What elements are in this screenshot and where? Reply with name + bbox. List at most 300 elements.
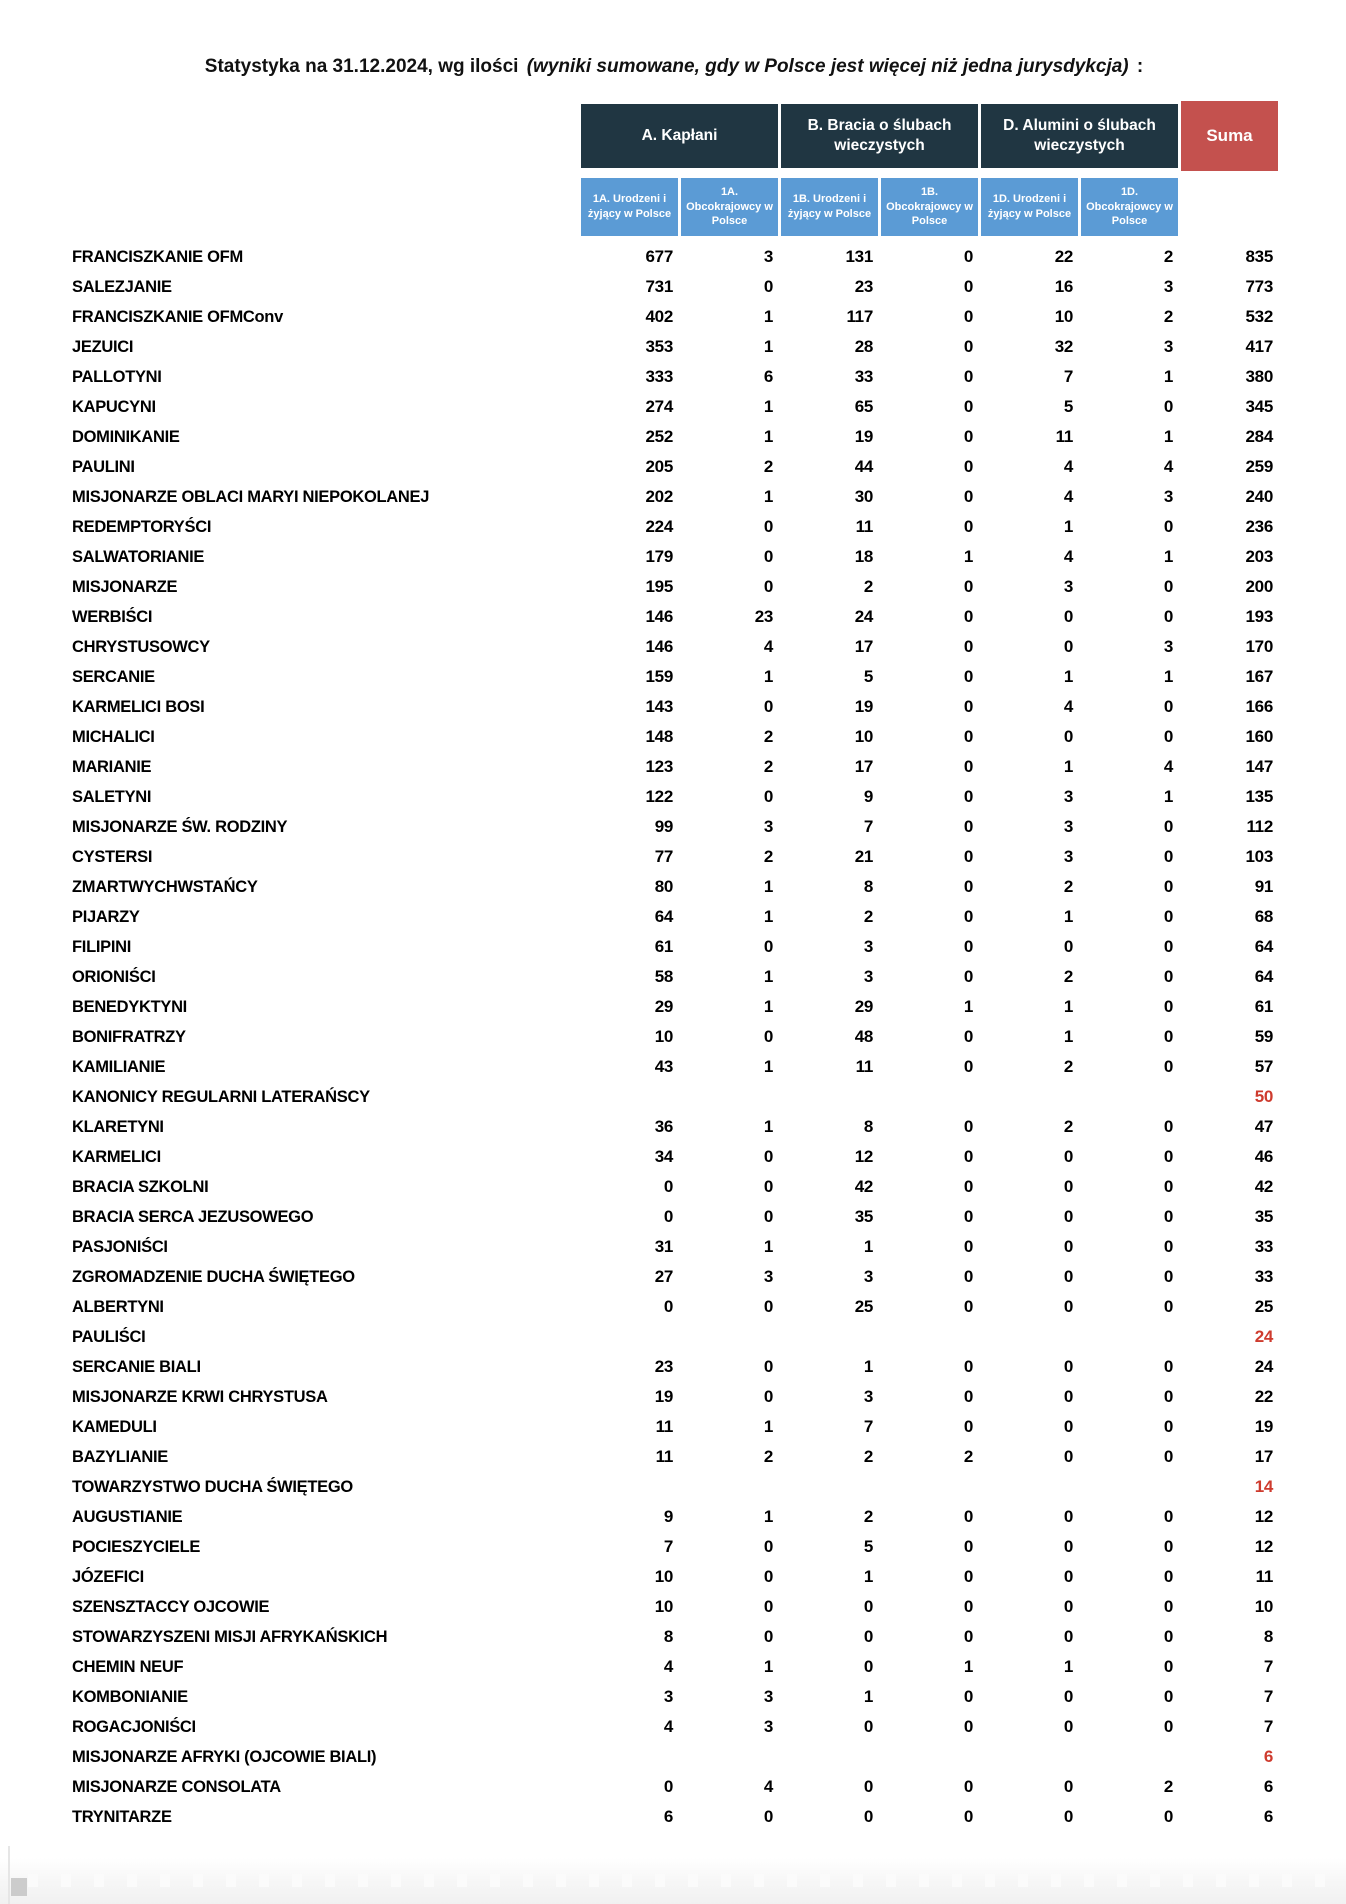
table-row [70, 1532, 1278, 1562]
value-cell: 0 [963, 877, 973, 896]
value-cell: 274 [645, 397, 673, 416]
value-cell: 18 [854, 547, 873, 566]
table-row [70, 1502, 1278, 1532]
order-name: BENEDYKTYNI [72, 997, 187, 1016]
value-cell: 10 [654, 1027, 673, 1046]
value-cell: 0 [1063, 1567, 1073, 1586]
value-cell: 1 [763, 907, 773, 926]
order-name: TRYNITARZE [72, 1807, 172, 1826]
order-name: DOMINIKANIE [72, 427, 180, 446]
value-cell: 2 [863, 907, 873, 926]
table-row [70, 1352, 1278, 1382]
suma-cell: 773 [1245, 277, 1273, 296]
value-cell: 7 [863, 817, 873, 836]
value-cell: 3 [863, 967, 873, 986]
value-cell: 4 [1063, 697, 1073, 716]
suma-cell: 33 [1254, 1237, 1273, 1256]
order-name: KANONICY REGULARNI LATERAŃSCY [72, 1087, 370, 1106]
suma-cell: 19 [1254, 1417, 1273, 1436]
value-cell: 44 [854, 457, 873, 476]
value-cell: 61 [654, 937, 673, 956]
value-cell: 58 [654, 967, 673, 986]
table-row [70, 1202, 1278, 1232]
value-cell: 43 [654, 1057, 673, 1076]
table-row [70, 1292, 1278, 1322]
order-name: BONIFRATRZY [72, 1027, 186, 1046]
value-cell: 16 [1054, 277, 1073, 296]
value-cell: 0 [1163, 1567, 1173, 1586]
value-cell: 3 [1163, 337, 1173, 356]
table-row [70, 1022, 1278, 1052]
order-name: KAMEDULI [72, 1417, 157, 1436]
value-cell: 0 [1163, 967, 1173, 986]
suma-cell: 25 [1254, 1297, 1273, 1316]
value-cell: 0 [763, 517, 773, 536]
suma-cell: 203 [1245, 547, 1273, 566]
order-name: FILIPINI [72, 937, 132, 956]
value-cell: 0 [1163, 1717, 1173, 1736]
value-cell: 0 [963, 1237, 973, 1256]
value-cell: 2 [763, 757, 773, 776]
value-cell: 64 [654, 907, 673, 926]
value-cell: 10 [1054, 307, 1073, 326]
value-cell: 1 [1163, 667, 1173, 686]
value-cell: 1 [763, 1507, 773, 1526]
table-row [70, 1382, 1278, 1412]
value-cell: 0 [863, 1777, 873, 1796]
value-cell: 0 [663, 1297, 673, 1316]
value-cell: 0 [1163, 1027, 1173, 1046]
value-cell: 2 [763, 727, 773, 746]
value-cell: 205 [645, 457, 673, 476]
value-cell: 8 [863, 877, 873, 896]
value-cell: 0 [1163, 1537, 1173, 1556]
order-name: KARMELICI [72, 1147, 161, 1166]
value-cell: 21 [854, 847, 873, 866]
value-cell: 0 [1163, 907, 1173, 926]
value-cell: 11 [855, 517, 873, 536]
value-cell: 1 [863, 1567, 873, 1586]
value-cell: 0 [963, 337, 973, 356]
table-row [70, 872, 1278, 902]
value-cell: 11 [655, 1447, 673, 1466]
suma-cell: 50 [1254, 1087, 1273, 1106]
value-cell: 65 [854, 397, 873, 416]
value-cell: 1 [863, 1357, 873, 1376]
value-cell: 0 [1063, 1777, 1073, 1796]
table-row [70, 1472, 1278, 1502]
suma-cell: 236 [1245, 517, 1273, 536]
value-cell: 0 [1163, 1597, 1173, 1616]
table-row [70, 662, 1278, 692]
value-cell: 7 [863, 1417, 873, 1436]
table-row [70, 1652, 1278, 1682]
value-cell: 0 [963, 967, 973, 986]
value-cell: 0 [963, 1567, 973, 1586]
value-cell: 1 [1163, 367, 1173, 386]
value-cell: 0 [1063, 637, 1073, 656]
suma-cell: 68 [1254, 907, 1273, 926]
value-cell: 0 [1163, 1687, 1173, 1706]
value-cell: 148 [645, 727, 673, 746]
ruler-ticks [28, 1874, 1346, 1887]
value-cell: 0 [663, 1207, 673, 1226]
value-cell: 1 [1063, 667, 1073, 686]
value-cell: 1 [763, 307, 773, 326]
value-cell: 7 [1063, 367, 1073, 386]
value-cell: 32 [1054, 337, 1073, 356]
value-cell: 0 [1163, 1057, 1173, 1076]
value-cell: 224 [645, 517, 673, 536]
value-cell: 3 [763, 1267, 773, 1286]
table-row [70, 1172, 1278, 1202]
suma-cell: 47 [1254, 1117, 1273, 1136]
value-cell: 6 [663, 1807, 673, 1826]
table-row [70, 992, 1278, 1022]
suma-cell: 103 [1245, 847, 1273, 866]
value-cell: 0 [963, 367, 973, 386]
value-cell: 0 [963, 1417, 973, 1436]
value-cell: 23 [654, 1357, 673, 1376]
value-cell: 4 [1163, 457, 1173, 476]
table-row [70, 1772, 1278, 1802]
table-row [70, 482, 1278, 512]
value-cell: 2 [1163, 307, 1173, 326]
value-cell: 10 [654, 1567, 673, 1586]
value-cell: 0 [763, 937, 773, 956]
order-name: KAMILIANIE [72, 1057, 166, 1076]
name-column-spacer [70, 104, 578, 174]
table-row [70, 1082, 1278, 1112]
suma-header: Suma [1181, 101, 1278, 171]
table-row [70, 932, 1278, 962]
order-name: BRACIA SZKOLNI [72, 1177, 209, 1196]
suma-cell: 22 [1254, 1387, 1273, 1406]
value-cell: 33 [854, 367, 873, 386]
value-cell: 2 [1163, 247, 1173, 266]
value-cell: 2 [763, 457, 773, 476]
suma-column-spacer [1181, 178, 1278, 236]
suma-cell: 417 [1245, 337, 1273, 356]
order-name: PASJONIŚCI [72, 1237, 168, 1256]
value-cell: 159 [645, 667, 673, 686]
group-header-alumni: D. Alumini o ślubach wieczystych [981, 104, 1178, 168]
order-name: REDEMPTORYŚCI [72, 517, 212, 536]
value-cell: 19 [654, 1387, 673, 1406]
title-note: (wyniki sumowane, gdy w Polsce jest więcej niż jedna jurysdykcja) [526, 56, 1129, 77]
value-cell: 1 [1163, 547, 1173, 566]
order-name: SALETYNI [72, 787, 152, 806]
value-cell: 1 [763, 337, 773, 356]
value-cell: 1 [763, 487, 773, 506]
value-cell: 0 [863, 1807, 873, 1826]
value-cell: 0 [863, 1657, 873, 1676]
value-cell: 0 [1063, 1687, 1073, 1706]
value-cell: 4 [1063, 487, 1073, 506]
value-cell: 0 [663, 1177, 673, 1196]
value-cell: 3 [1163, 487, 1173, 506]
value-cell: 1 [1063, 517, 1073, 536]
value-cell: 1 [1163, 427, 1173, 446]
group-header-bracia: B. Bracia o ślubach wieczystych [781, 104, 978, 168]
order-name: PAULINI [72, 457, 135, 476]
subheader-1b-obcokrajowcy: 1B. Obcokrajowcy w Polsce [881, 178, 978, 236]
value-cell: 202 [645, 487, 673, 506]
value-cell: 0 [963, 1537, 973, 1556]
value-cell: 0 [1163, 1147, 1173, 1166]
table-row [70, 1232, 1278, 1262]
value-cell: 0 [1063, 1207, 1073, 1226]
value-cell: 36 [654, 1117, 673, 1136]
subheader-1a-obcokrajowcy: 1A. Obcokrajowcy w Polsce [681, 178, 778, 236]
value-cell: 1 [763, 1237, 773, 1256]
order-name: KLARETYNI [72, 1117, 164, 1136]
value-cell: 3 [1163, 637, 1173, 656]
suma-cell: 532 [1245, 307, 1273, 326]
subheader-1b-urodzeni: 1B. Urodzeni i żyjący w Polsce [781, 178, 878, 236]
suma-cell: 380 [1245, 367, 1273, 386]
suma-cell: 14 [1254, 1477, 1273, 1496]
value-cell: 0 [1063, 1147, 1073, 1166]
value-cell: 0 [963, 787, 973, 806]
suma-cell: 835 [1245, 247, 1273, 266]
suma-cell: 6 [1263, 1777, 1273, 1796]
order-name: MISJONARZE CONSOLATA [72, 1777, 281, 1796]
order-name: SZENSZTACCY OJCOWIE [72, 1597, 270, 1616]
table-row [70, 1052, 1278, 1082]
order-name: MISJONARZE KRWI CHRYSTUSA [72, 1387, 328, 1406]
suma-cell: 10 [1254, 1597, 1273, 1616]
value-cell: 0 [763, 1147, 773, 1166]
suma-cell: 200 [1245, 577, 1273, 596]
value-cell: 2 [863, 1447, 873, 1466]
value-cell: 1 [763, 1417, 773, 1436]
suma-cell: 17 [1254, 1447, 1273, 1466]
value-cell: 1 [763, 1117, 773, 1136]
order-name: MISJONARZE OBLACI MARYI NIEPOKOLANEJ [72, 487, 430, 506]
value-cell: 0 [963, 1207, 973, 1226]
value-cell: 1 [863, 1687, 873, 1706]
value-cell: 22 [1054, 247, 1073, 266]
value-cell: 0 [1063, 937, 1073, 956]
value-cell: 0 [1063, 1297, 1073, 1316]
value-cell: 27 [654, 1267, 673, 1286]
table-row [70, 1562, 1278, 1592]
value-cell: 0 [963, 1117, 973, 1136]
table-row [70, 1802, 1278, 1832]
order-name: JEZUICI [72, 337, 134, 356]
value-cell: 0 [763, 1807, 773, 1826]
value-cell: 3 [1063, 577, 1073, 596]
value-cell: 1 [1063, 1657, 1073, 1676]
value-cell: 19 [854, 697, 873, 716]
table-row [70, 902, 1278, 932]
value-cell: 5 [863, 1537, 873, 1556]
value-cell: 0 [1063, 1717, 1073, 1736]
value-cell: 0 [963, 1027, 973, 1046]
value-cell: 0 [963, 1627, 973, 1646]
value-cell: 23 [754, 607, 773, 626]
suma-cell: 12 [1254, 1537, 1273, 1556]
suma-cell: 61 [1254, 997, 1273, 1016]
order-name: CYSTERSI [72, 847, 153, 866]
value-cell: 0 [963, 457, 973, 476]
value-cell: 1 [763, 1057, 773, 1076]
value-cell: 0 [963, 1717, 973, 1736]
value-cell: 0 [963, 1507, 973, 1526]
table-row [70, 1742, 1278, 1772]
value-cell: 9 [863, 787, 873, 806]
order-name: MISJONARZE AFRYKI (OJCOWIE BIALI) [72, 1747, 377, 1766]
value-cell: 0 [1163, 577, 1173, 596]
table-row [70, 782, 1278, 812]
order-name: ALBERTYNI [72, 1297, 164, 1316]
value-cell: 0 [963, 727, 973, 746]
suma-cell: 135 [1245, 787, 1273, 806]
order-name: KAPUCYNI [72, 397, 156, 416]
value-cell: 0 [963, 637, 973, 656]
value-cell: 80 [654, 877, 673, 896]
value-cell: 4 [1063, 547, 1073, 566]
value-cell: 0 [1163, 877, 1173, 896]
value-cell: 1 [1063, 997, 1073, 1016]
table-row [70, 632, 1278, 662]
value-cell: 9 [663, 1507, 673, 1526]
value-cell: 0 [663, 1777, 673, 1796]
table-row [70, 1682, 1278, 1712]
value-cell: 0 [1163, 1207, 1173, 1226]
suma-cell: 167 [1245, 667, 1273, 686]
value-cell: 0 [963, 397, 973, 416]
value-cell: 3 [763, 1717, 773, 1736]
value-cell: 31 [654, 1237, 673, 1256]
table-row [70, 842, 1278, 872]
table-row [70, 812, 1278, 842]
value-cell: 0 [1163, 997, 1173, 1016]
value-cell: 42 [854, 1177, 873, 1196]
value-cell: 3 [1063, 817, 1073, 836]
value-cell: 0 [1163, 847, 1173, 866]
value-cell: 3 [863, 1267, 873, 1286]
value-cell: 179 [645, 547, 673, 566]
order-name: ORIONIŚCI [72, 967, 156, 986]
suma-cell: 284 [1245, 427, 1273, 446]
table-body [70, 242, 1278, 1832]
value-cell: 0 [963, 1807, 973, 1826]
order-name: ROGACJONIŚCI [72, 1717, 196, 1736]
order-name: PALLOTYNI [72, 367, 162, 386]
value-cell: 12 [854, 1147, 873, 1166]
suma-cell: 112 [1246, 817, 1273, 836]
value-cell: 0 [1063, 1267, 1073, 1286]
value-cell: 0 [763, 1387, 773, 1406]
corner-mark [11, 1878, 27, 1896]
value-cell: 4 [663, 1717, 673, 1736]
value-cell: 0 [763, 277, 773, 296]
table-row [70, 1592, 1278, 1622]
suma-cell: 6 [1263, 1807, 1273, 1826]
order-name: SALEZJANIE [72, 277, 172, 296]
value-cell: 1 [763, 967, 773, 986]
value-cell: 0 [963, 577, 973, 596]
value-cell: 2 [1163, 1777, 1173, 1796]
value-cell: 1 [763, 997, 773, 1016]
suma-cell: 59 [1254, 1027, 1273, 1046]
order-name: MICHALICI [72, 727, 155, 746]
value-cell: 1 [763, 877, 773, 896]
value-cell: 0 [1063, 607, 1073, 626]
value-cell: 143 [645, 697, 673, 716]
value-cell: 2 [1063, 877, 1073, 896]
value-cell: 1 [1163, 787, 1173, 806]
value-cell: 0 [1063, 1807, 1073, 1826]
suma-cell: 46 [1254, 1147, 1273, 1166]
value-cell: 2 [1063, 1057, 1073, 1076]
value-cell: 0 [963, 817, 973, 836]
value-cell: 2 [763, 1447, 773, 1466]
value-cell: 0 [1063, 1417, 1073, 1436]
value-cell: 1 [963, 1657, 973, 1676]
value-cell: 1 [963, 547, 973, 566]
value-cell: 1 [863, 1237, 873, 1256]
value-cell: 0 [1163, 1807, 1173, 1826]
value-cell: 0 [763, 577, 773, 596]
order-name: CHEMIN NEUF [72, 1657, 184, 1676]
suma-cell: 345 [1245, 397, 1273, 416]
value-cell: 0 [1163, 697, 1173, 716]
value-cell: 0 [1163, 727, 1173, 746]
value-cell: 0 [863, 1717, 873, 1736]
table-row [70, 1262, 1278, 1292]
suma-cell: 170 [1245, 637, 1273, 656]
order-name: WERBIŚCI [72, 607, 153, 626]
value-cell: 0 [1163, 1627, 1173, 1646]
order-name: TOWARZYSTWO DUCHA ŚWIĘTEGO [72, 1477, 353, 1496]
value-cell: 195 [645, 577, 673, 596]
value-cell: 99 [654, 817, 673, 836]
suma-cell: 12 [1254, 1507, 1273, 1526]
order-name: FRANCISZKANIE OFM [72, 247, 243, 266]
value-cell: 0 [963, 907, 973, 926]
table-row [70, 422, 1278, 452]
value-cell: 3 [663, 1687, 673, 1706]
value-cell: 4 [763, 1777, 773, 1796]
value-cell: 0 [963, 427, 973, 446]
order-name: BAZYLIANIE [72, 1447, 169, 1466]
value-cell: 7 [663, 1537, 673, 1556]
table-row [70, 452, 1278, 482]
value-cell: 2 [1063, 1117, 1073, 1136]
table-row [70, 1142, 1278, 1172]
suma-cell: 7 [1263, 1687, 1273, 1706]
suma-cell: 259 [1245, 457, 1273, 476]
value-cell: 402 [645, 307, 673, 326]
value-cell: 0 [1063, 1447, 1073, 1466]
suma-cell: 33 [1254, 1267, 1273, 1286]
suma-cell: 42 [1254, 1177, 1273, 1196]
value-cell: 0 [963, 1267, 973, 1286]
value-cell: 0 [763, 1207, 773, 1226]
value-cell: 0 [963, 1057, 973, 1076]
value-cell: 0 [1063, 1177, 1073, 1196]
order-name: POCIESZYCIELE [72, 1537, 201, 1556]
order-name: PAULIŚCI [72, 1327, 146, 1346]
value-cell: 1 [1063, 757, 1073, 776]
value-cell: 731 [645, 277, 673, 296]
value-cell: 17 [854, 757, 873, 776]
value-cell: 1 [1063, 1027, 1073, 1046]
value-cell: 11 [655, 1417, 673, 1436]
